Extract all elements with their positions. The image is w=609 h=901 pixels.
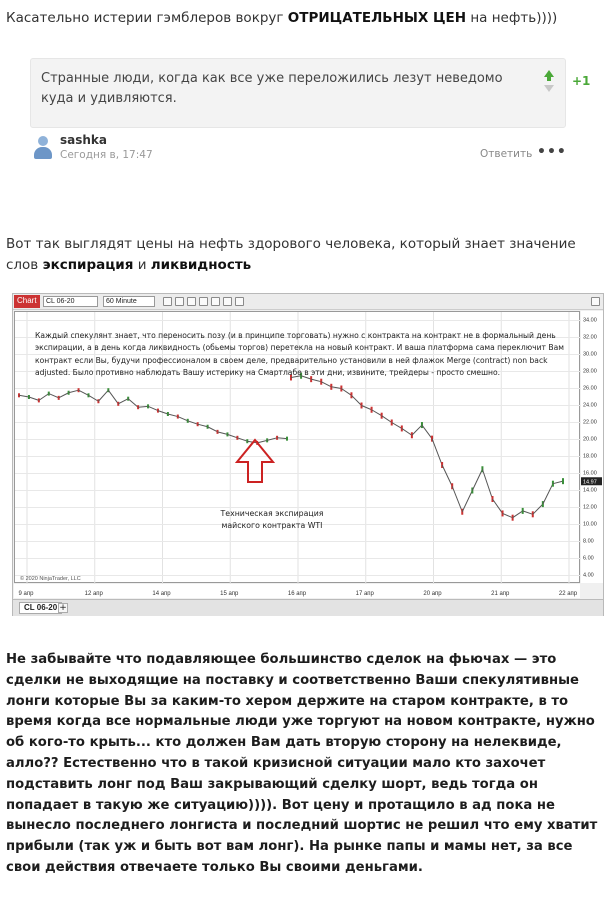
- price-line-segment: [208, 427, 218, 432]
- chart-plot-area[interactable]: [14, 311, 580, 583]
- x-tick-label: 17 апр: [355, 591, 374, 597]
- price-line-segment: [277, 438, 287, 439]
- x-tick-label: 12 апр: [84, 591, 103, 597]
- price-line-segment: [513, 511, 523, 518]
- price-line-segment: [503, 513, 513, 517]
- price-line-segment: [351, 395, 361, 405]
- price-line-segment: [69, 390, 79, 393]
- last-price-label: 14.97: [583, 479, 597, 486]
- price-line-segment: [553, 481, 563, 484]
- price-line-segment: [412, 425, 422, 435]
- main-body-text: Не забывайте что подавляющее большинство сделок на фьючах — это сделки не выходящие на поставку и соответственно Ваши спекулятивные лонги которые Вы за каким-то хером держите на старом контракте, в то время когда все нормальные люди уже торгуют на новом контракте, нужно об кого-то крыть... кто должен Вам дать вторую сторону на нелеквиде, алло?? Естественно что в такой кризисной ситуации мало кто захочет подставить лонг под Ваш закрывающий сделку шорт, ведь тогда он попадает в такую же ситуацию)))). Вот цену и протащило в ад пока не вынесло последнего лонгиста и последний шортис не решил что ему хватит прибыли (так уж и быть вот вам лонг). На рынке папы и мамы нет, за все свои действия отвечаете только Вы своими деньгами.: [6, 652, 598, 875]
- price-line-segment: [543, 484, 553, 504]
- candle-new-contract: [562, 478, 564, 484]
- add-tab-button[interactable]: +: [59, 603, 67, 613]
- chart-tab-bar: [13, 599, 603, 616]
- price-line-segment: [118, 399, 128, 404]
- avatar-head: [38, 136, 48, 146]
- price-line-segment: [218, 432, 228, 435]
- price-line-segment: [168, 414, 178, 417]
- price-line-segment: [341, 389, 351, 396]
- price-line-segment: [372, 410, 382, 416]
- x-tick-label: 9 апр: [18, 591, 34, 597]
- vote-down-icon[interactable]: [544, 85, 554, 92]
- price-axis[interactable]: [581, 311, 603, 583]
- comment-author-row: [32, 132, 567, 166]
- y-tick-label: 32.00: [583, 334, 597, 341]
- chart-intro-and: и: [133, 257, 151, 273]
- x-tick-label: 20 апр: [423, 591, 442, 597]
- intro-text: [6, 8, 604, 28]
- vote-controls: [541, 66, 557, 92]
- expiration-annotation-line1: Техническая экспирация: [220, 509, 324, 518]
- intro-suffix: на нефть)))): [466, 10, 558, 26]
- time-axis[interactable]: [14, 584, 580, 598]
- chart-instrument-tab[interactable]: CL 06-20: [19, 602, 62, 614]
- price-line-segment: [321, 382, 331, 387]
- vote-up-icon[interactable]: [544, 70, 554, 77]
- toolbar-bars-icon[interactable]: [163, 297, 172, 306]
- intro-prefix: Касательно истерии гэмблеров вокруг: [6, 10, 288, 26]
- x-tick-label: 16 апр: [287, 591, 307, 597]
- toolbar-text-icon[interactable]: [223, 297, 232, 306]
- avatar[interactable]: [32, 136, 54, 160]
- expiration-annotation-line2: майского контракта WTI: [221, 521, 323, 530]
- x-tick-label: 14 апр: [152, 591, 171, 597]
- comment-time: Сегодня в, 17:47: [60, 149, 153, 161]
- price-line-segment: [59, 393, 69, 398]
- toolbar-properties-icon[interactable]: [235, 297, 244, 306]
- price-line-segment: [138, 406, 148, 407]
- y-tick-label: 16.00: [583, 470, 597, 477]
- price-line-segment: [533, 504, 543, 514]
- y-tick-label: 14.00: [583, 487, 597, 494]
- chart-intro-text: [6, 234, 604, 276]
- price-line-segment: [79, 390, 89, 395]
- price-line-segment: [382, 416, 392, 423]
- price-axis-svg: [581, 311, 603, 583]
- chart-intro-bold1: экспирация: [42, 257, 134, 273]
- price-line-segment: [29, 397, 39, 400]
- price-line-segment: [148, 406, 158, 410]
- candle-old-contract: [286, 437, 288, 441]
- price-line-segment: [392, 423, 402, 429]
- avatar-body: [34, 147, 52, 159]
- price-line-segment: [442, 465, 452, 486]
- price-line-segment: [402, 428, 412, 435]
- x-tick-label: 22 апр: [558, 591, 578, 597]
- quoted-comment: [30, 58, 566, 128]
- y-tick-label: 24.00: [583, 402, 597, 409]
- toolbar-draw-icon[interactable]: [211, 297, 220, 306]
- y-tick-label: 26.00: [583, 385, 597, 392]
- reply-link[interactable]: Ответить: [480, 148, 533, 160]
- price-line-segment: [178, 417, 188, 421]
- price-line-segment: [98, 390, 108, 401]
- author-name[interactable]: sashka: [60, 133, 108, 147]
- price-line-segment: [311, 379, 321, 382]
- price-line-segment: [39, 394, 49, 401]
- y-tick-label: 22.00: [583, 419, 597, 426]
- y-tick-label: 10.00: [583, 521, 597, 528]
- price-line-segment: [472, 469, 482, 490]
- price-line-segment: [108, 390, 118, 404]
- price-line-segment: [227, 434, 237, 437]
- toolbar-line-icon[interactable]: [199, 297, 208, 306]
- y-tick-label: 18.00: [583, 453, 597, 460]
- price-line-segment: [462, 491, 472, 512]
- y-tick-label: 8.00: [583, 538, 594, 545]
- y-tick-label: 34.00: [583, 317, 597, 324]
- interval-select[interactable]: 60 Minute: [103, 296, 155, 307]
- toolbar-settings-icon[interactable]: [591, 297, 600, 306]
- chart-toolbar: [13, 294, 603, 310]
- y-tick-label: 30.00: [583, 351, 597, 358]
- price-line-segment: [362, 406, 372, 410]
- price-line-segment: [88, 395, 98, 401]
- vote-up-stem: [547, 77, 551, 81]
- candle-new-contract: [421, 422, 423, 428]
- more-options-icon[interactable]: •••: [537, 144, 567, 160]
- vote-count: +1: [572, 74, 591, 88]
- y-tick-label: 28.00: [583, 368, 597, 375]
- time-axis-svg: [14, 585, 580, 599]
- chart-annotation: Каждый спекулянт знает, что переносить позу (и в принципе торговать) нужно с контракта на контракт не в формальный день экспирации, а в день когда ликвидность (обьемы торгов) перетекла на новый контракт. И ваша платформа сама переключит Вам контракт если Вы, будучи профессионалом в своем деле, предварительно установили в ней флажок Merge (contract) non back adjusted. Было противно наблюдать Вашу истерику на Смартлабе в эти дни, извините, трейдеры - просто смешно.: [35, 331, 564, 377]
- chart-window: [12, 293, 604, 616]
- price-line-segment: [422, 425, 432, 439]
- price-line-segment: [257, 440, 267, 443]
- chart-intro-bold2: ликвидность: [150, 257, 252, 273]
- chart-intro-line: Вот так выглядят цены на нефть здорового человека, который знает значение слов: [6, 236, 576, 273]
- price-line-segment: [198, 424, 208, 427]
- x-tick-label: 21 апр: [491, 591, 510, 597]
- y-tick-label: 6.00: [583, 555, 594, 562]
- y-tick-label: 4.00: [583, 572, 594, 579]
- y-tick-label: 20.00: [583, 436, 597, 443]
- expiration-arrow-icon: [237, 440, 273, 482]
- toolbar-zoom-icon[interactable]: [175, 297, 184, 306]
- y-tick-label: 12.00: [583, 504, 597, 511]
- x-tick-label: 15 апр: [220, 591, 239, 597]
- chart-tab-label[interactable]: Chart: [14, 295, 40, 308]
- price-line-segment: [49, 394, 59, 398]
- comment-text: Странные люди, когда как все уже переложились лезут неведомо куда и удивляются.: [41, 71, 503, 106]
- instrument-select[interactable]: CL 06-20: [43, 296, 98, 307]
- expiration-annotation: [207, 508, 337, 532]
- chart-copyright: © 2020 NinjaTrader, LLC: [20, 576, 81, 582]
- toolbar-pointer-icon[interactable]: [187, 297, 196, 306]
- price-line-segment: [523, 511, 533, 514]
- intro-highlight: ОТРИЦАТЕЛЬНЫХ ЦЕН: [287, 10, 467, 26]
